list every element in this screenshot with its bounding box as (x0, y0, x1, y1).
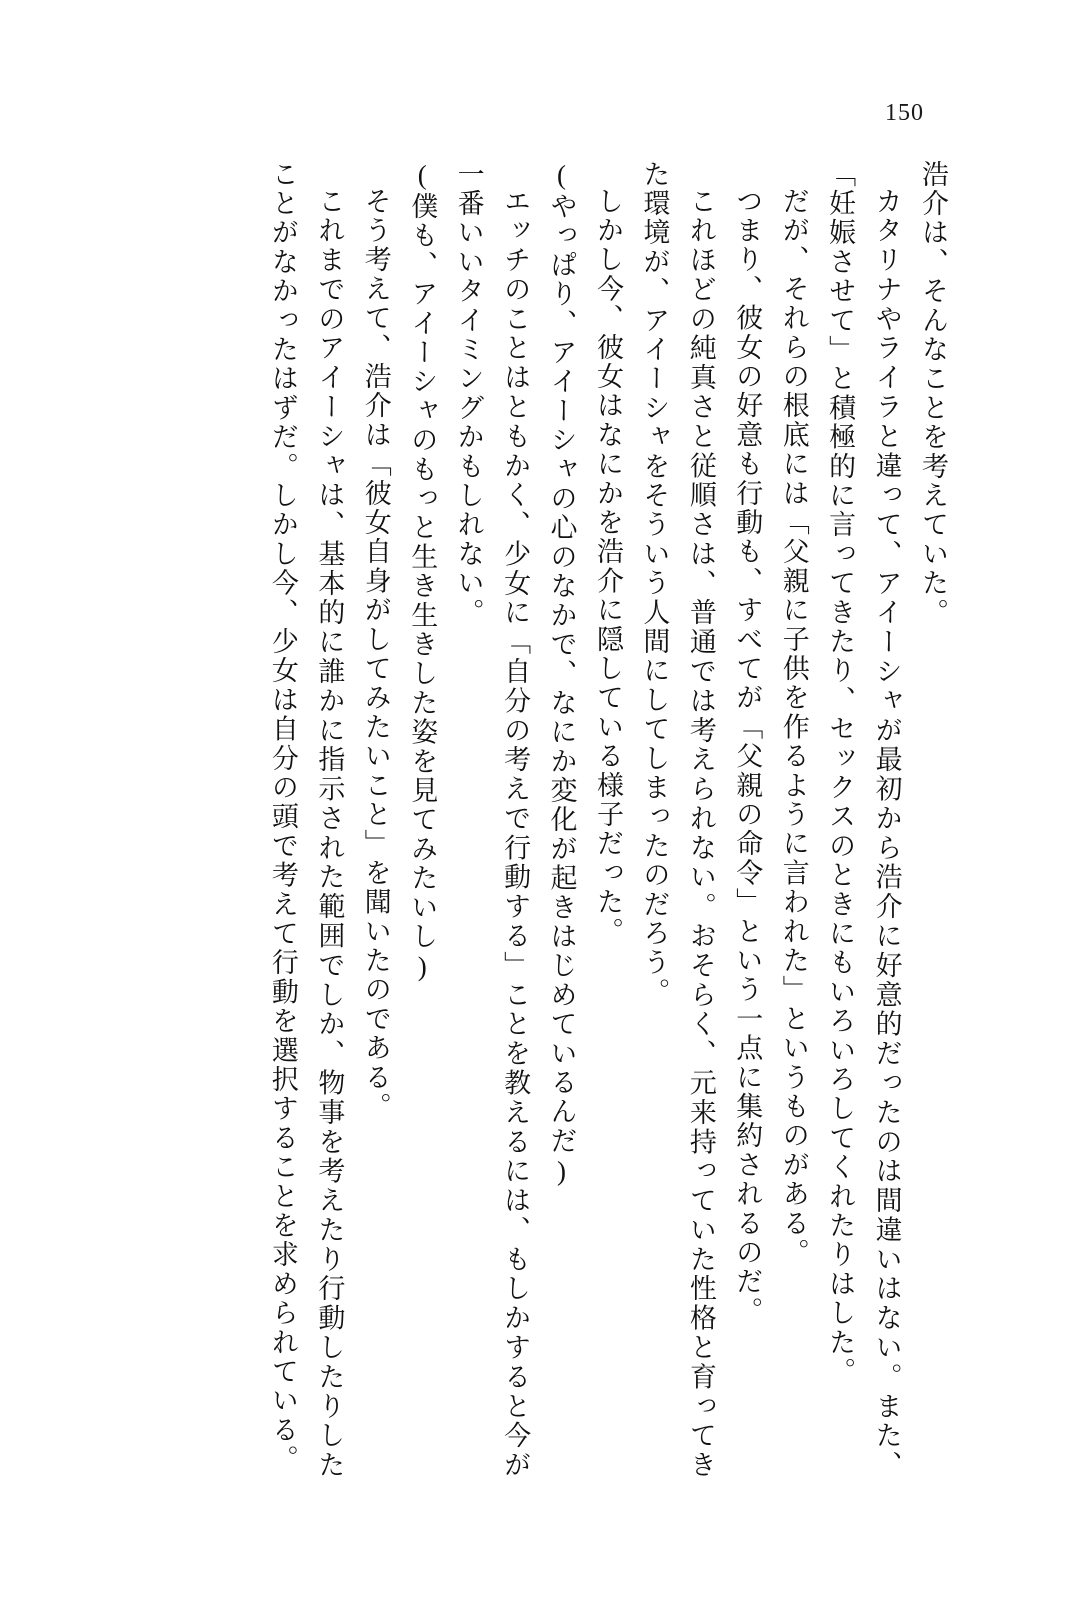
paragraph: エッチのことはともかく、少女に「自分の考えで行動する」ことを教えるには、もしかすると今が一番いいタイミングかもしれない。 (453, 160, 531, 1480)
paragraph: 浩介は、そんなことを考えていた。 (918, 160, 948, 628)
page-number: 150 (885, 100, 924, 126)
paragraph: これほどの純真さと従順さは、普通では考えられない。おそらく、元来持っていた性格と育ってきた環境が、アイーシャをそういう人間にしてしまったのだろう。 (639, 160, 716, 1480)
paragraph: しかし今、彼女はなにかを浩介に隠している様子だった。 (592, 187, 623, 947)
paragraph: (やっぱり、アイーシャの心のなかで、なにか変化が起きはじめているんだ) (546, 160, 577, 1188)
paragraph: そう考えて、浩介は「彼女自身がしてみたいこと」を聞いたのである。 (360, 187, 391, 1122)
paragraph: だが、それらの根底には「父親に子供を作るように言われた」というものがある。 (778, 187, 809, 1268)
paragraph: これまでのアイーシャは、基本的に誰かに指示された範囲でしか、物事を考えたり行動したりしたことがなかったはずだ。しかし今、少女は自分の頭で考えて行動を選択することを求められている。 (267, 160, 345, 1480)
paragraph: (僕も、アイーシャのもっと生き生きした姿を見てみたいし) (407, 160, 438, 984)
paragraph: カタリナやライラと違って、アイーシャが最初から浩介に好意的だったのは間違いはない。また、「妊娠させて」と積極的に言ってきたり、セックスのときにもいろいろしてくれたりはした。 (825, 160, 902, 1480)
body-text (118, 160, 956, 1480)
paragraph: つまり、彼女の好意も行動も、すべてが「父親の命令」という一点に集約されるのだ。 (732, 187, 763, 1326)
